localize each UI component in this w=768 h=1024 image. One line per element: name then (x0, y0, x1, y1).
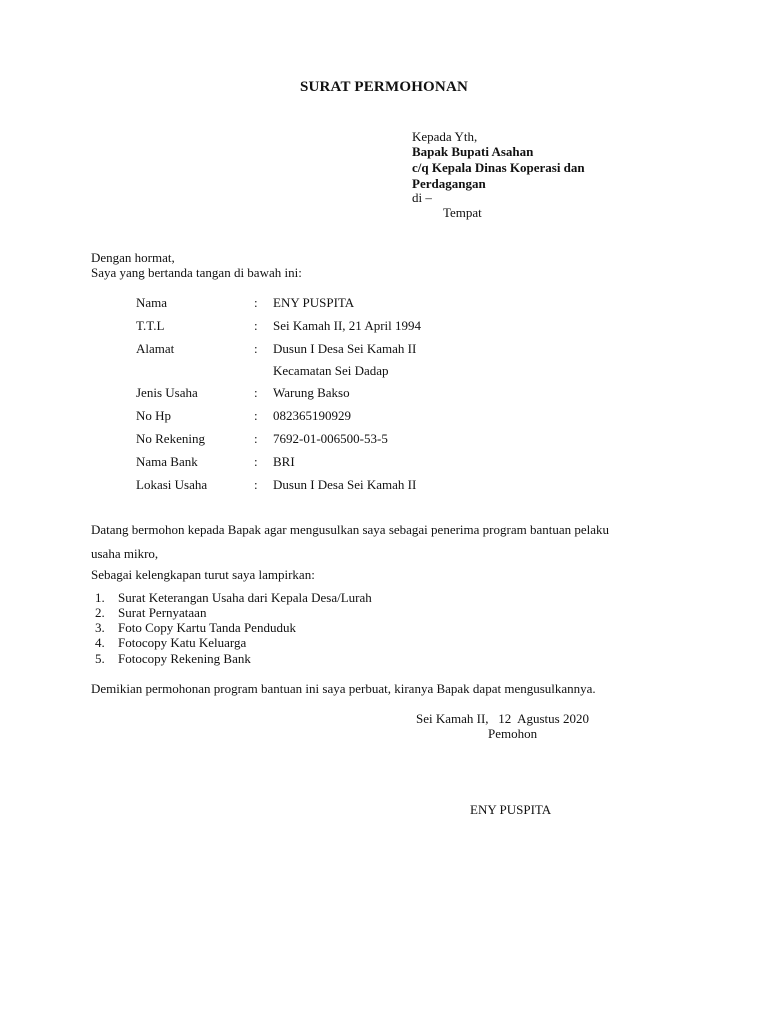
list-item-text: Foto Copy Kartu Tanda Penduduk (118, 620, 296, 635)
list-item-number: 5. (95, 651, 105, 666)
recipient-name: Bapak Bupati Asahan (412, 144, 534, 159)
intro-text: Saya yang bertanda tangan di bawah ini: (91, 265, 302, 280)
identity-label: No Hp (136, 408, 172, 423)
identity-colon: : (254, 454, 258, 469)
list-item-number: 2. (95, 605, 105, 620)
identity-label: Nama Bank (136, 454, 198, 469)
list-item-text: Surat Pernyataan (118, 605, 207, 620)
list-item-text: Surat Keterangan Usaha dari Kepala Desa/Lurah (118, 590, 372, 605)
identity-colon: : (254, 385, 258, 400)
identity-value: Dusun I Desa Sei Kamah II (273, 477, 417, 492)
recipient-office-cont: Perdagangan (412, 176, 486, 191)
list-item-number: 3. (95, 620, 105, 635)
list-item-text: Fotocopy Rekening Bank (118, 651, 251, 666)
identity-colon: : (254, 341, 258, 356)
list-item-number: 1. (95, 590, 105, 605)
identity-value: Dusun I Desa Sei Kamah II (273, 341, 417, 356)
place-date: Sei Kamah II, 12 Agustus 2020 (416, 711, 589, 726)
identity-label: Alamat (136, 341, 175, 356)
identity-value: ENY PUSPITA (273, 295, 355, 310)
identity-value: 082365190929 (273, 408, 351, 423)
signer-role: Pemohon (488, 726, 538, 741)
list-item-text: Fotocopy Katu Keluarga (118, 635, 247, 650)
identity-label: No Rekening (136, 431, 205, 446)
request-text-cont: usaha mikro, (91, 546, 159, 561)
identity-colon: : (254, 318, 258, 333)
identity-label: Nama (136, 295, 168, 310)
identity-colon: : (254, 408, 258, 423)
identity-label: T.T.L (136, 318, 165, 333)
identity-value: Sei Kamah II, 21 April 1994 (273, 318, 422, 333)
recipient-salutation: Kepada Yth, (412, 129, 478, 144)
recipient-di: di – (412, 190, 432, 205)
identity-value: 7692-01-006500-53-5 (273, 431, 388, 446)
signer-name: ENY PUSPITA (470, 802, 552, 817)
identity-colon: : (254, 477, 258, 492)
letter-title: SURAT PERMOHONAN (299, 79, 469, 95)
identity-label: Lokasi Usaha (136, 477, 208, 492)
recipient-place: Tempat (443, 205, 482, 220)
identity-label: Jenis Usaha (136, 385, 198, 400)
identity-value: BRI (273, 454, 295, 469)
recipient-office: c/q Kepala Dinas Koperasi dan (412, 160, 585, 175)
request-text: Datang bermohon kepada Bapak agar mengusulkan saya sebagai penerima program bantuan pelaku (91, 522, 610, 537)
identity-value: Kecamatan Sei Dadap (273, 363, 389, 378)
identity-value: Warung Bakso (273, 385, 350, 400)
attachments-intro: Sebagai kelengkapan turut saya lampirkan: (91, 567, 315, 582)
identity-colon: : (254, 431, 258, 446)
list-item-number: 4. (95, 635, 105, 650)
identity-colon: : (254, 295, 258, 310)
greeting: Dengan hormat, (91, 250, 175, 265)
closing-text: Demikian permohonan program bantuan ini saya perbuat, kiranya Bapak dapat mengusulkannya. (91, 681, 596, 696)
